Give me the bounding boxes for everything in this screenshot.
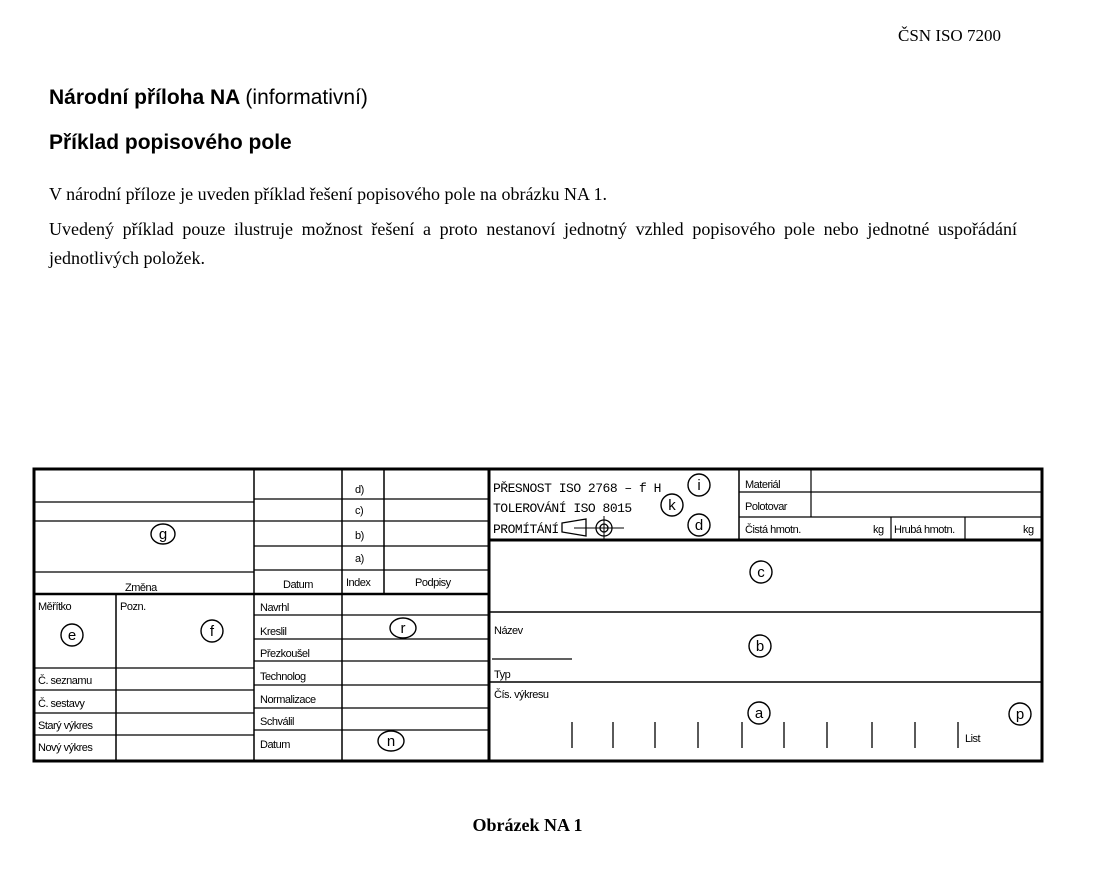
marker-d [688, 514, 710, 536]
marker-a [748, 702, 770, 724]
approval-approved: Schválil [260, 716, 294, 728]
annex-subtitle: Příklad popisového pole [49, 131, 292, 154]
old-drawing-label: Starý výkres [38, 720, 93, 732]
paragraph-2: Uvedený příklad pouze ilustruje možnost řešení a proto nestanoví jednotný vzhled popisového pole nebo jednotné uspořádání jednotlivých položek. [49, 219, 1017, 268]
gross-mass-unit: kg [1023, 524, 1034, 536]
tolerancing-line: TOLEROVÁNÍ ISO 8015 [493, 501, 632, 516]
approval-designed: Navrhl [260, 602, 289, 614]
projection-line: PROMÍTÁNÍ [493, 522, 559, 537]
figure-caption: Obrázek NA 1 [472, 815, 583, 835]
scale-label: Měřítko [38, 601, 72, 613]
marker-k [661, 494, 683, 516]
marker-n [378, 731, 404, 751]
approval-date: Datum [260, 739, 290, 751]
svg-text:r: r [400, 620, 406, 637]
assembly-number-label: Č. sestavy [38, 698, 85, 710]
marker-i [688, 474, 710, 496]
semi-product-label: Polotovar [745, 501, 787, 513]
revision-signatures-label: Podpisy [415, 577, 451, 589]
revision-index-label: Index [346, 577, 371, 589]
marker-f [201, 620, 223, 642]
approval-standardization: Normalizace [260, 694, 316, 706]
revision-date-label: Datum [283, 579, 313, 591]
annex-title-normal: (informativní) [245, 86, 368, 109]
revision-change-label: Změna [125, 582, 157, 594]
svg-text:b: b [755, 638, 765, 655]
svg-text:d: d [694, 517, 704, 534]
marker-c [750, 561, 772, 583]
sheet-label: List [965, 733, 981, 745]
svg-text:n: n [386, 733, 396, 750]
drawing-number-label: Čís. výkresu [494, 689, 549, 701]
gross-mass-label: Hrubá hmotn. [894, 524, 955, 536]
material-label: Materiál [745, 479, 781, 491]
net-mass-unit: kg [873, 524, 884, 536]
svg-text:c: c [757, 564, 765, 581]
svg-text:k: k [668, 497, 676, 514]
name-label: Název [494, 625, 523, 637]
general-tolerance-line: PŘESNOST ISO 2768 – f H [493, 481, 661, 496]
svg-text:e: e [67, 627, 77, 644]
svg-text:a: a [754, 705, 764, 722]
approval-drawn: Kreslil [260, 626, 287, 638]
approval-checked: Přezkoušel [260, 648, 310, 660]
revision-index-b: b) [355, 530, 364, 542]
position-label: Pozn. [120, 601, 146, 613]
marker-r [390, 618, 416, 638]
marker-e [61, 624, 83, 646]
sheet-number-ticks [572, 722, 958, 748]
revision-index-c: c) [355, 505, 364, 517]
type-label: Typ [494, 669, 511, 681]
new-drawing-label: Nový výkres [38, 742, 93, 754]
revision-index-a: a) [355, 553, 364, 565]
svg-text:f: f [209, 623, 215, 640]
annex-title-bold: Národní příloha NA [49, 86, 240, 109]
net-mass-label: Čistá hmotn. [745, 524, 801, 536]
projection-symbol-icon [562, 516, 624, 540]
paragraph-1: V národní příloze je uveden příklad řešení popisového pole na obrázku NA 1. [49, 184, 608, 204]
revision-index-d: d) [355, 484, 364, 496]
marker-g [151, 524, 175, 544]
svg-text:p: p [1015, 706, 1025, 723]
marker-p [1009, 703, 1031, 725]
svg-text:g: g [158, 526, 168, 543]
svg-text:i: i [697, 477, 701, 494]
list-number-label: Č. seznamu [38, 675, 92, 687]
standard-code: ČSN ISO 7200 [898, 26, 1001, 45]
marker-b [749, 635, 771, 657]
approval-technologist: Technolog [260, 671, 306, 683]
